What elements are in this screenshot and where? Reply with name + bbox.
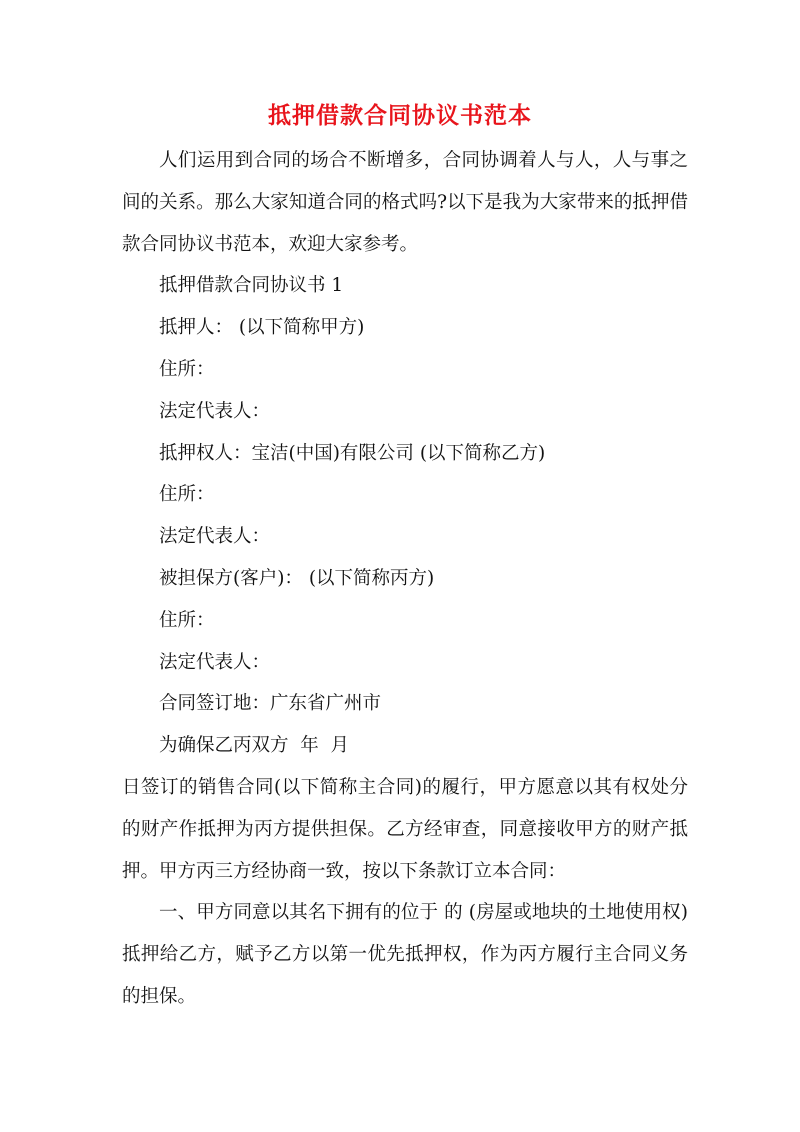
mortgagee-rep-line: 法定代表人： bbox=[159, 526, 271, 548]
purpose-continuation: 日签订的销售合同(以下简称主合同)的履行，甲方愿意以其有权处分的财产作抵押为丙方提供担保。乙方经审查，同意接收甲方的财产抵押。甲方丙三方经协商一致，按以下条款订立本合同： bbox=[122, 776, 688, 882]
mortgagee-line: 抵押权人：宝洁(中国)有限公司 (以下简称乙方) bbox=[159, 442, 546, 464]
clause-1-paragraph: 一、甲方同意以其名下拥有的位于 的 (房屋或地块的土地使用权)抵押给乙方，赋予乙方以第一优先抵押权，作为丙方履行主合同义务的担保。 bbox=[122, 902, 688, 1007]
guaranteed-rep-line: 法定代表人： bbox=[159, 651, 271, 673]
mortgagee-address-line: 住所： bbox=[159, 484, 215, 506]
document-title: 抵押借款合同协议书范本 bbox=[268, 102, 532, 129]
purpose-line: 为确保乙丙双方 年 月 bbox=[159, 735, 350, 757]
document-body bbox=[122, 140, 688, 1018]
intro-paragraph: 人们运用到合同的场合不断增多，合同协调着人与人，人与事之间的关系。那么大家知道合同的格式吗?以下是我为大家带来的抵押借款合同协议书范本，欢迎大家参考。 bbox=[122, 150, 688, 255]
guaranteed-address-line: 住所： bbox=[159, 609, 215, 631]
signing-place-line: 合同签订地：广东省广州市 bbox=[159, 693, 382, 715]
section-heading: 抵押借款合同协议书 1 bbox=[159, 275, 344, 297]
mortgagor-address-line: 住所： bbox=[159, 358, 215, 380]
guaranteed-line: 被担保方(客户)： (以下简称丙方) bbox=[159, 567, 435, 589]
mortgagor-rep-line: 法定代表人： bbox=[159, 400, 271, 422]
mortgagor-line: 抵押人： (以下简称甲方) bbox=[159, 317, 365, 339]
